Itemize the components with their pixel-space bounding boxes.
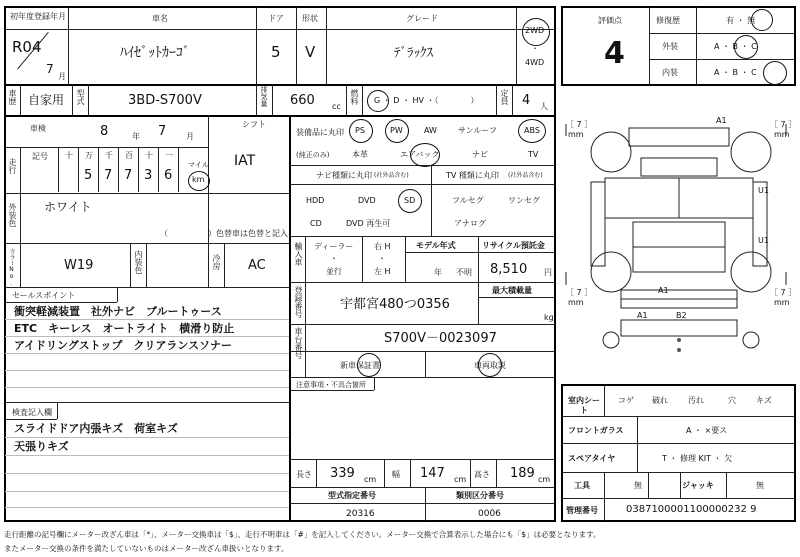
exterior-b-circle [734, 35, 758, 59]
chassis-value: S700V－0023097 [384, 331, 497, 346]
mileage-km-label: km [192, 175, 205, 184]
mileage-unit-3: 千 [105, 151, 113, 160]
capacity-label: 定員 [500, 89, 509, 105]
interior-c-circle [763, 61, 787, 85]
repair-none-circle [751, 9, 773, 31]
diagram-a1-rear: A1 [658, 286, 669, 295]
footer-note-1: 走行距離の記号欄にメーター改ざん車は「*」、メーター交換車は「$」、走行不明車は「#」を記入してください。メーター交換で合算表示した場合にも「$」は必要となります。 [4, 530, 601, 539]
seat-option-tear: 破れ [652, 396, 668, 405]
first-reg-label: 初年度登録年月 [10, 12, 66, 21]
door-label: ドア [268, 14, 284, 23]
jack-label: ジャッキ [682, 481, 714, 490]
mileage-unit-1: 十 [65, 151, 73, 160]
seat-option-stain: 汚れ [688, 396, 704, 405]
navi-dvd-play: DVD 再生可 [346, 219, 391, 228]
mileage-digit-1: 5 [84, 168, 93, 183]
recycle-yen: 円 [544, 268, 552, 277]
import-dot-2: ・ [378, 254, 386, 263]
use-label: 車歴 [8, 89, 17, 105]
navi-label: ナビ種類に丸印 [316, 171, 372, 180]
mileage-unit-5: 十 [145, 151, 153, 160]
sales-points-label: セールスポイント [12, 291, 76, 300]
length-value: 339 [330, 466, 355, 481]
inspection-year: 8 [100, 124, 109, 139]
equip-tv: TV [528, 150, 539, 159]
equip-abs: ABS [524, 126, 540, 135]
navi-sub: (社外品含む) [374, 172, 409, 179]
length-cm: cm [364, 475, 377, 484]
inspector-notes-label: 検査記入欄 [12, 408, 52, 417]
equip-airbag: エアバック [400, 150, 440, 159]
front-glass-value: A ・ ×要ス [686, 426, 728, 435]
exterior-grade-label: 外装 [662, 42, 678, 51]
diagram-mm-tl: mm [568, 130, 584, 139]
new-car-warranty: 新車保証書 [340, 361, 380, 370]
shape-value: V [305, 43, 316, 61]
inspection-label: 車検 [30, 124, 46, 133]
diagram-mm-bl: mm [568, 298, 584, 307]
mileage-unit-2: 万 [85, 151, 93, 160]
height-label: 高さ [474, 470, 490, 479]
class-label: 類別区分番号 [456, 491, 504, 500]
seat-option-burn: コゲ [618, 396, 634, 405]
displacement-value: 660 [290, 93, 315, 108]
spare-tire-value: T ・ 修理 KIT ・ 欠 [662, 454, 733, 463]
import-label: 輸入車 [294, 242, 303, 266]
grade-label: グレード [406, 14, 438, 23]
drive-4wd: 4WD [525, 58, 545, 67]
diagram-unit-bl: ［ 7 ］ [566, 288, 593, 297]
mileage-digit-5: 6 [164, 168, 173, 183]
footer-note-2: またメーター交換の条件を満たしていないものはメーター改ざん車扱いとなります。 [4, 544, 289, 553]
max-load-kg: kg [544, 313, 554, 322]
inspection-year-unit: 年 [132, 132, 140, 141]
exterior-color-label: 外装色 [8, 203, 17, 227]
class-value: 0006 [478, 509, 501, 519]
inspector-note-line-2: 天張りキズ [14, 440, 69, 453]
drive-dot: ・ [531, 44, 539, 53]
fuel-label: 燃料 [350, 89, 359, 105]
equip-ps: PS [355, 126, 365, 135]
registration-value: 宇都宮480つ0356 [340, 297, 450, 312]
equip-sunroof: サンルーフ [458, 126, 497, 135]
color-no-label: カラーNo. [8, 248, 15, 287]
height-cm: cm [538, 475, 551, 484]
tools-label: 工具 [574, 481, 590, 490]
max-load-label: 最大積載量 [492, 286, 532, 295]
diagram-a1-bottom: A1 [637, 311, 648, 320]
vehicle-manual: 車両取説 [474, 361, 506, 370]
jack-value: 無 [756, 481, 764, 490]
grade-value: ﾃﾞﾗｯｸｽ [394, 46, 433, 61]
equipment-label: 装備品に丸印 [296, 128, 344, 137]
first-reg-month-unit: 月 [58, 72, 66, 81]
type-label: 型式指定番号 [328, 491, 376, 500]
tv-oneseg: ワンセグ [508, 196, 540, 205]
mileage-mile-label: マイル [188, 161, 209, 169]
model-value: 3BD-S700V [128, 93, 202, 108]
diagram-unit-tr: ［ 7 ］ [770, 120, 797, 129]
exterior-color-note: （ ）色替車は色替と記入 [160, 229, 288, 238]
mileage-unit-4: 百 [125, 151, 133, 160]
navi-dvd: DVD [358, 196, 376, 205]
front-glass-label: フロントガラス [568, 426, 624, 435]
type-value: 20316 [346, 509, 375, 519]
tools-value: 無 [634, 481, 642, 490]
model-label: 型式 [76, 89, 85, 105]
width-value: 147 [420, 466, 445, 481]
navi-hdd: HDD [306, 196, 325, 205]
diagram-mm-br: mm [774, 298, 790, 307]
sales-point-line-2: ETC キーレス オートライト 横滑り防止 [14, 322, 235, 335]
color-no-value: W19 [64, 258, 94, 273]
mileage-label: 走行 [8, 158, 17, 174]
shape-label: 形状 [302, 14, 318, 23]
interior-grade-options: A ・ B ・ C [714, 68, 757, 77]
inspection-month: 7 [158, 124, 167, 139]
exterior-grade-options: A ・ B ・ C [714, 42, 757, 51]
car-name: ﾊｲｾﾞｯﾄｶｰｺﾞ [120, 45, 190, 61]
equipment-sub: (純正のみ) [296, 151, 330, 159]
model-year-unknown: 不明 [456, 268, 472, 277]
mileage-digit-4: 3 [144, 168, 153, 183]
interior-color-label: 内装色 [134, 250, 143, 274]
mileage-digit-2: 7 [104, 168, 113, 183]
car-name-label: 車名 [152, 14, 168, 23]
import-parallel: 並行 [326, 267, 342, 276]
equip-aw: AW [424, 126, 437, 135]
tv-sub: (社外品含む) [508, 172, 543, 179]
navi-sd: SD [404, 196, 416, 205]
rating-label: 評価点 [598, 16, 622, 25]
interior-grade-label: 内装 [662, 68, 678, 77]
ac-value: AC [248, 258, 266, 273]
diagram-u1-b: U1 [758, 236, 769, 245]
import-left-h: 左 H [374, 267, 391, 276]
diagram-a1-top: A1 [716, 116, 727, 125]
import-dealer: ディーラー [314, 242, 354, 251]
management-number-value: 0387100001100000232 9 [626, 504, 757, 515]
mileage-digit-3: 7 [124, 168, 133, 183]
first-reg-month: 7 [46, 62, 54, 76]
seat-label: 室内シート [568, 396, 600, 415]
mileage-unit-6: 一 [165, 151, 173, 160]
diagram-unit-br: ［ 7 ］ [770, 288, 797, 297]
diagram-b2-bottom: B2 [676, 311, 687, 320]
diagram-u1-a: U1 [758, 186, 769, 195]
capacity-value: 4 [522, 93, 531, 108]
width-label: 幅 [392, 470, 400, 479]
displacement-label: 排気量 [260, 86, 268, 107]
rating-value: 4 [604, 36, 625, 71]
first-reg-era: R04 [12, 38, 42, 56]
navi-cd: CD [310, 219, 322, 228]
registration-label: 登録番号 [294, 286, 303, 318]
shift-value: IAT [234, 153, 256, 169]
model-year-unit: 年 [434, 268, 442, 277]
exterior-color-value: ホワイト [44, 200, 92, 214]
inspector-note-line-1: スライドドア内張キズ 荷室キズ [14, 422, 178, 435]
height-value: 189 [510, 466, 535, 481]
use-value: 自家用 [28, 93, 65, 107]
drive-2wd: 2WD [525, 26, 545, 35]
ac-label: 冷房 [212, 254, 221, 270]
chassis-label: 車台番号 [294, 327, 303, 359]
repair-history-options: 有 ・ 無 [726, 16, 756, 25]
model-year-label: モデル年式 [416, 241, 456, 250]
repair-history-label: 修復歴 [656, 16, 680, 25]
tv-fullseg: フルセグ [452, 196, 484, 205]
seat-option-hole: 穴 [728, 396, 736, 405]
recycle-label: リサイクル預託金 [482, 241, 545, 250]
length-label: 長さ [296, 470, 312, 479]
diagram-mm-tr: mm [774, 130, 790, 139]
equip-navi: ナビ [472, 150, 488, 159]
width-cm: cm [454, 475, 467, 484]
inspection-month-unit: 月 [186, 132, 194, 141]
notes-label: 注意事項・不具合箇所 [296, 381, 366, 389]
shift-label: シフト [242, 120, 266, 129]
equip-pw: PW [390, 126, 403, 135]
equip-leather: 本革 [352, 150, 368, 159]
management-number-label: 管理番号 [566, 506, 598, 515]
diagram-unit-tl: ［ 7 ］ [566, 120, 593, 129]
sales-point-line-3: アイドリングストップ クリアランスソナー [14, 339, 233, 352]
door-count: 5 [271, 43, 281, 61]
tv-label: TV 種類に丸印 [446, 171, 499, 180]
sales-point-line-1: 衝突軽減装置 社外ナビ ブルートゥース [14, 305, 222, 318]
seat-option-scratch: キズ [756, 396, 772, 405]
cc-unit: cc [332, 102, 341, 111]
import-dot: ・ [330, 254, 338, 263]
spare-tire-label: スペアタイヤ [568, 454, 616, 463]
import-right-h: 右 H [374, 242, 391, 251]
person-unit: 人 [540, 102, 548, 111]
fuel-options: G ・ D ・ HV ・（ ） [374, 96, 479, 105]
recycle-value: 8,510 [490, 262, 528, 277]
mileage-sign-label: 記号 [32, 152, 48, 161]
tv-analog: アナログ [454, 219, 486, 228]
